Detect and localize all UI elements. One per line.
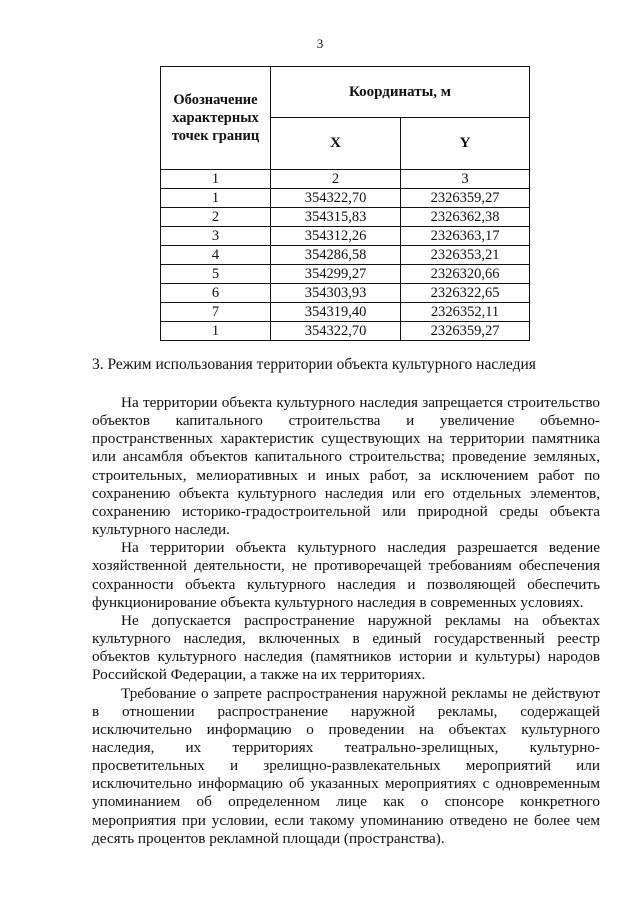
point-designation-header: Обозначение характерных точек границ	[161, 67, 271, 170]
table-row	[161, 246, 530, 265]
x-coordinate: 354315,83	[271, 208, 401, 227]
point-id: 7	[161, 303, 271, 322]
table-row	[161, 189, 530, 208]
x-coordinate: 354319,40	[271, 303, 401, 322]
x-header: X	[271, 118, 401, 170]
y-coordinate: 2326363,17	[401, 227, 530, 246]
column-number: 3	[401, 170, 530, 189]
column-number: 1	[161, 170, 271, 189]
point-id: 4	[161, 246, 271, 265]
x-coordinate: 354322,70	[271, 189, 401, 208]
x-coordinate: 354286,58	[271, 246, 401, 265]
column-number-row	[161, 170, 530, 189]
y-coordinate: 2326353,21	[401, 246, 530, 265]
y-coordinate: 2326359,27	[401, 322, 530, 341]
y-coordinate: 2326322,65	[401, 284, 530, 303]
y-coordinate: 2326362,38	[401, 208, 530, 227]
table-row	[161, 265, 530, 284]
y-header: Y	[401, 118, 530, 170]
point-id: 2	[161, 208, 271, 227]
paragraph-advertising-exception: Требование о запрете распространения наружной рекламы не действуют в отношении распространение наружной рекламы, содержащей исключительно информацию о проведении на объектах культурного наследия, их территориях театрально-зрелищных, культурно-просветительных и зрелищно-развлекательных мероприятий или исключительно информацию об указанных мероприятиях с одновременным упоминанием об определенном лице как о спонсоре конкретного мероприятия при условии, если такому упоминанию отведено не более чем десять процентов рекламной площади (пространства).	[92, 684, 600, 847]
x-coordinate: 354312,26	[271, 227, 401, 246]
y-coordinate: 2326359,27	[401, 189, 530, 208]
coordinates-table	[160, 66, 530, 341]
column-number: 2	[271, 170, 401, 189]
table-row	[161, 227, 530, 246]
table-row	[161, 303, 530, 322]
coordinates-header: Координаты, м	[271, 67, 530, 118]
point-id: 6	[161, 284, 271, 303]
x-coordinate: 354299,27	[271, 265, 401, 284]
paragraph-permitted-activity: На территории объекта культурного наследия разрешается ведение хозяйственной деятельности, не противоречащей требованиям обеспечения сохранности объекта культурного наследия и позволяющей обеспечить функционирование объекта культурного наследия в современных условиях.	[92, 539, 600, 611]
page-number: 3	[316, 36, 324, 51]
table-row	[161, 208, 530, 227]
table-row	[161, 284, 530, 303]
x-coordinate: 354303,93	[271, 284, 401, 303]
body-text	[92, 394, 600, 848]
y-coordinate: 2326320,66	[401, 265, 530, 284]
x-coordinate: 354322,70	[271, 322, 401, 341]
section-heading: 3. Режим использования территории объекта культурного наследия	[92, 356, 536, 373]
point-id: 5	[161, 265, 271, 284]
point-id: 1	[161, 189, 271, 208]
paragraph-advertising-ban: Не допускается распространение наружной рекламы на объектах культурного наследия, включенных в единый государственный реестр объектов культурного наследия (памятников истории и культуры) народов Российской Федерации, а также на их территориях.	[92, 611, 600, 684]
point-id: 1	[161, 322, 271, 341]
y-coordinate: 2326352,11	[401, 303, 530, 322]
table-row	[161, 322, 530, 341]
point-id: 3	[161, 227, 271, 246]
paragraph-prohibitions: На территории объекта культурного наследия запрещается строительство объектов капитального строительства и увеличение объемно-пространственных характеристик существующих на территории памятника или ансамбля объектов капитального строительства; проведение земляных, строительных, мелиоративных и иных работ, за исключением работ по сохранению объекта культурного наследия или его отдельных элементов, сохранению историко-градостроительной или природной среды объекта культурного наследи.	[92, 394, 600, 539]
